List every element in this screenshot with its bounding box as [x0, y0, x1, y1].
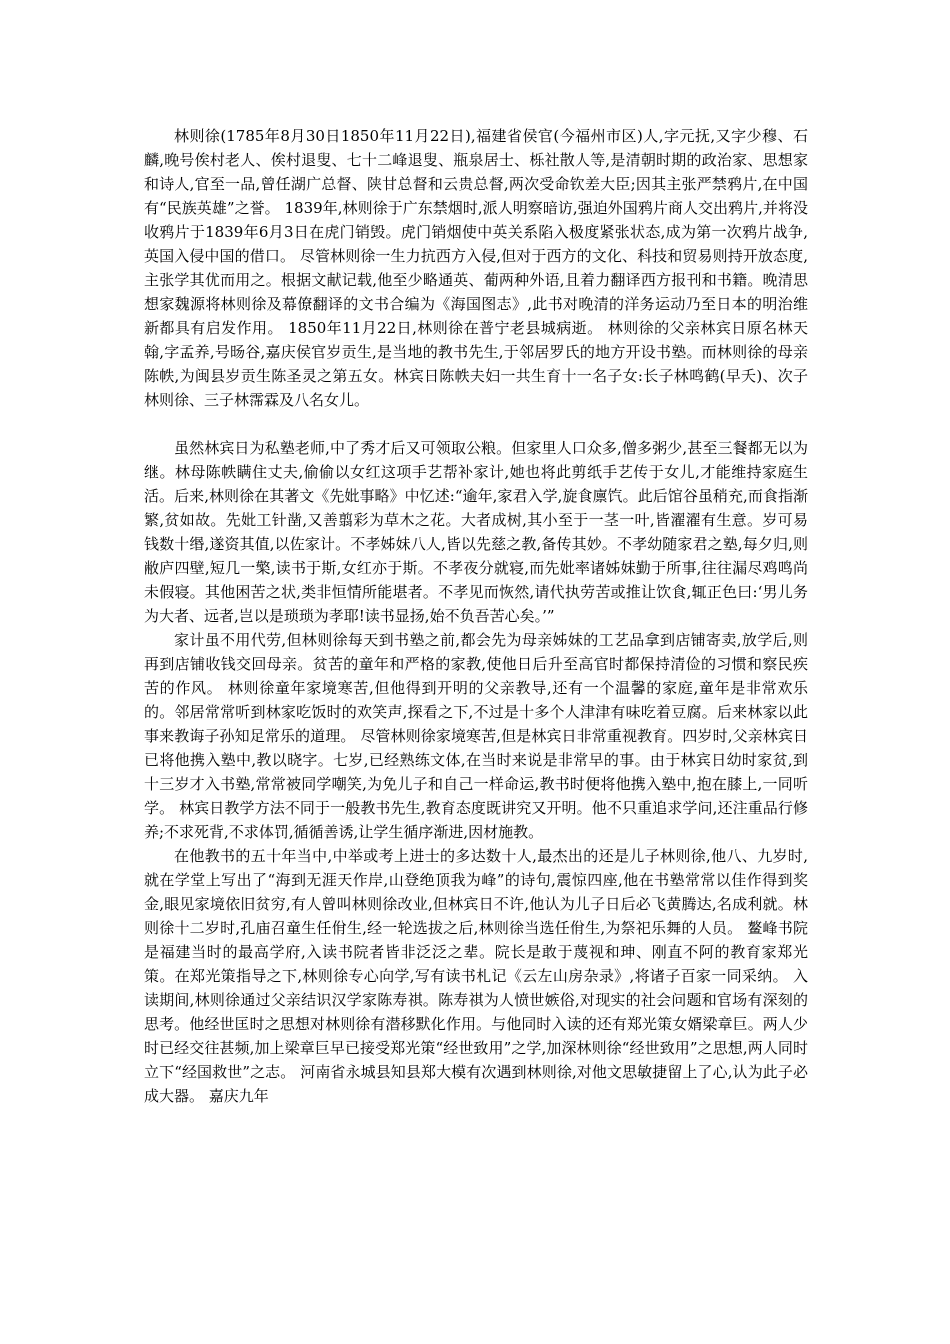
- paragraph-biography: 林则徐(1785年8月30日1850年11月22日),福建省侯官(今福州市区)人,字元抚,又字少穆、石麟,晚号俟村老人、俟村退叟、七十二峰退叟、瓶泉居士、栎社散人等,是清朝时期的政治家、思想家和诗人,官至一品,曾任湖广总督、陕甘总督和云贵总督,两次受命钦差大臣;因其主张严禁鸦片,在中国有“民族英雄”之誉。 1839年,林则徐于广东禁烟时,派人明察暗访,强迫外国鸦片商人交出鸦片,并将没收鸦片于1839年6月3日在虎门销毁。虎门销烟使中英关系陷入极度紧张状态,成为第一次鸦片战争,英国入侵中国的借口。 尽管林则徐一生力抗西方入侵,但对于西方的文化、科技和贸易则持开放态度,主张学其优而用之。根据文献记载,他至少略通英、葡两种外语,且着力翻译西方报刊和书籍。晚清思想家魏源将林则徐及幕僚翻译的文书合编为《海国图志》,此书对晚清的洋务运动乃至日本的明治维新都具有启发作用。 1850年11月22日,林则徐在普宁老县城病逝。 林则徐的父亲林宾日原名林天翰,字孟养,号旸谷,嘉庆侯官岁贡生,是当地的教书先生,于邻居罗氏的地方开设书塾。而林则徐的母亲陈帙,为闽县岁贡生陈圣灵之第五女。林宾日陈帙夫妇一共生育十一名子女:长子林鸣鹤(早夭)、次子林则徐、三子林霈霖及八名女儿。: [144, 127, 808, 409]
- paragraph-academy-years: 在他教书的五十年当中,中举或考上进士的多达数十人,最杰出的还是儿子林则徐,他八、九岁时,就在学堂上写出了“海到无涯天作岸,山登绝顶我为峰”的诗句,震惊四座,他在书塾常常以佳作得到奖金,眼见家境依旧贫穷,有人曾叫林则徐改业,但林宾日不许,他认为儿子日后必飞黄腾达,名成利就。林则徐十二岁时,孔庙召童生任佾生,经一轮选拔之后,林则徐当选任佾生,为祭祀乐舞的人员。 鳌峰书院是福建当时的最高学府,入读书院者皆非泛泛之辈。院长是敢于蔑视和珅、刚直不阿的教育家郑光策。在郑光策指导之下,林则徐专心向学,写有读书札记《云左山房杂录》,将诸子百家一同采纳。 入读期间,林则徐通过父亲结识汉学家陈寿祺。陈寿祺为人愤世嫉俗,对现实的社会问题和官场有深刻的思考。他经世匡时之思想对林则徐有潜移默化作用。与他同时入读的还有郑光策女婿梁章巨。两人少时已经交往甚频,加上梁章巨早已接受郑光策“经世致用”之学,加深林则徐“经世致用”之思想,两人同时立下“经国救世”之志。 河南省永城县知县郑大模有次遇到林则徐,对他文思敏捷留上了心,认为此子必成大器。 嘉庆九年: [144, 847, 808, 1105]
- document-body: [144, 124, 808, 1108]
- paragraph-family-hardship: 虽然林宾日为私塾老师,中了秀才后又可领取公粮。但家里人口众多,僧多粥少,甚至三餐都无以为继。林母陈帙瞒住丈夫,偷偷以女红这项手艺帮补家计,她也将此剪纸手艺传于女儿,才能维持家庭生活。后来,林则徐在其著文《先妣事略》中忆述:“逾年,家君入学,旋食廪饩。此后馆谷虽稍充,而食指渐繁,贫如故。先妣工针凿,又善翦彩为草木之花。大者成树,其小至于一茎一叶,皆濯濯有生意。岁可易钱数十缗,遂资其值,以佐家计。不孝姊妹八人,皆以先慈之教,备传其妙。不孝幼随家君之塾,每夕归,则敝庐四壁,短几一檠,读书于斯,女红亦于斯。不孝夜分就寝,而先妣率诸姊妹勤于所事,往往漏尽鸡鸣尚未假寝。其他困苦之状,类非恒情所能堪者。不孝见而恢然,请代执劳苦或推让饮食,辄正色曰:‘男儿务为大者、远者,岂以是琐琐为孝耶!读书显扬,始不负吾苦心矣。’”: [144, 439, 808, 625]
- paragraph-childhood-education: 家计虽不用代劳,但林则徐每天到书塾之前,都会先为母亲姊妹的工艺品拿到店铺寄卖,放学后,则再到店铺收钱交回母亲。贫苦的童年和严格的家教,使他日后升至高官时都保持清俭的习惯和察民疾苦的作风。 林则徐童年家境寒苦,但他得到开明的父亲教导,还有一个温馨的家庭,童年是非常欢乐的。邻居常常听到林家吃饭时的欢笑声,探看之下,不过是十多个人津津有味吃着豆腐。后来林家以此事来教诲子孙知足常乐的道理。 尽管林则徐家境寒苦,但是林宾日非常重视教育。四岁时,父亲林宾日已将他携入塾中,教以晓字。七岁,已经熟练文体,在当时来说是非常早的事。由于林宾日幼时家贫,到十三岁才入书塾,常常被同学嘲笑,为免儿子和自己一样命运,教书时便将他携入塾中,抱在膝上,一同听学。 林宾日教学方法不同于一般教书先生,教育态度既讲究又开明。他不只重追求学问,还注重品行修养;不求死背,不求体罚,循循善诱,让学生循序渐进,因材施教。: [144, 631, 808, 841]
- paragraph-gap: [144, 412, 808, 436]
